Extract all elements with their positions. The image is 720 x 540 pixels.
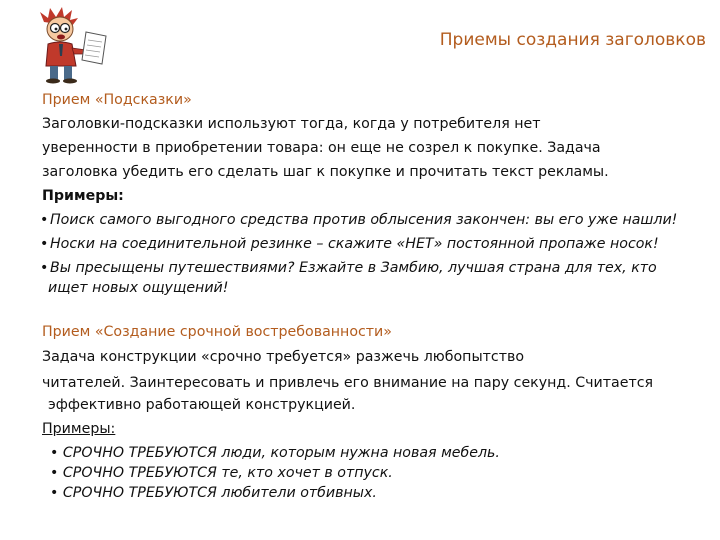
section1-para-line-3: заголовка убедить его сделать шаг к покупке и прочитать текст рекламы. — [42, 164, 609, 180]
section1-para-line-1: Заголовки-подсказки используют тогда, когда у потребителя нет — [42, 116, 541, 132]
example-prefix: СРОЧНО ТРЕБУЮТСЯ — [62, 465, 217, 481]
example-rest: люди, которым нужна новая мебель. — [216, 445, 500, 461]
bullet-icon: • — [40, 260, 49, 276]
slide-title: Приемы создания заголовков — [439, 30, 706, 50]
bullet-icon: • — [40, 236, 49, 252]
bullet-icon: • — [50, 445, 59, 461]
example-text: Носки на соединительной резинке – скажите «НЕТ» постоянной пропаже носок! — [50, 236, 659, 252]
section1-examples-label: Примеры: — [42, 188, 124, 204]
section2-example-1 — [50, 443, 500, 463]
section1-heading: Прием «Подсказки» — [42, 92, 192, 108]
section1-example-2 — [42, 234, 659, 254]
bullet-icon: • — [50, 485, 59, 501]
section1-para-line-2: уверенности в приобретении товара: он еще не созрел к покупке. Задача — [42, 140, 601, 156]
cartoon-man-reading-paper-icon — [30, 4, 114, 84]
section1-example-3 — [42, 258, 657, 278]
section1-example-1 — [42, 210, 677, 230]
example-text: Поиск самого выгодного средства против облысения закончен: вы его уже нашли! — [50, 212, 678, 228]
example-rest: те, кто хочет в отпуск. — [216, 465, 393, 481]
example-prefix: СРОЧНО ТРЕБУЮТСЯ — [62, 445, 217, 461]
example-prefix: СРОЧНО ТРЕБУЮТСЯ — [62, 485, 217, 501]
section2-para-line-3: эффективно работающей конструкцией. — [48, 397, 356, 413]
section2-para-line-1: Задача конструкции «срочно требуется» разжечь любопытство — [42, 349, 525, 365]
section1-example-3-continuation: ищет новых ощущений! — [48, 280, 229, 296]
bullet-icon: • — [50, 465, 59, 481]
example-rest: любители отбивных. — [216, 485, 377, 501]
section2-para-line-2: читателей. Заинтересовать и привлечь его внимание на пару секунд. Считается — [42, 375, 654, 391]
section2-example-3 — [50, 483, 377, 503]
section2-example-2 — [50, 463, 393, 483]
example-text: Вы пресыщены путешествиями? Езжайте в Замбию, лучшая страна для тех, кто — [50, 260, 657, 276]
section2-heading: Прием «Создание срочной востребованности» — [42, 324, 392, 340]
section2-examples-label: Примеры: — [42, 421, 116, 437]
bullet-icon: • — [40, 212, 49, 228]
